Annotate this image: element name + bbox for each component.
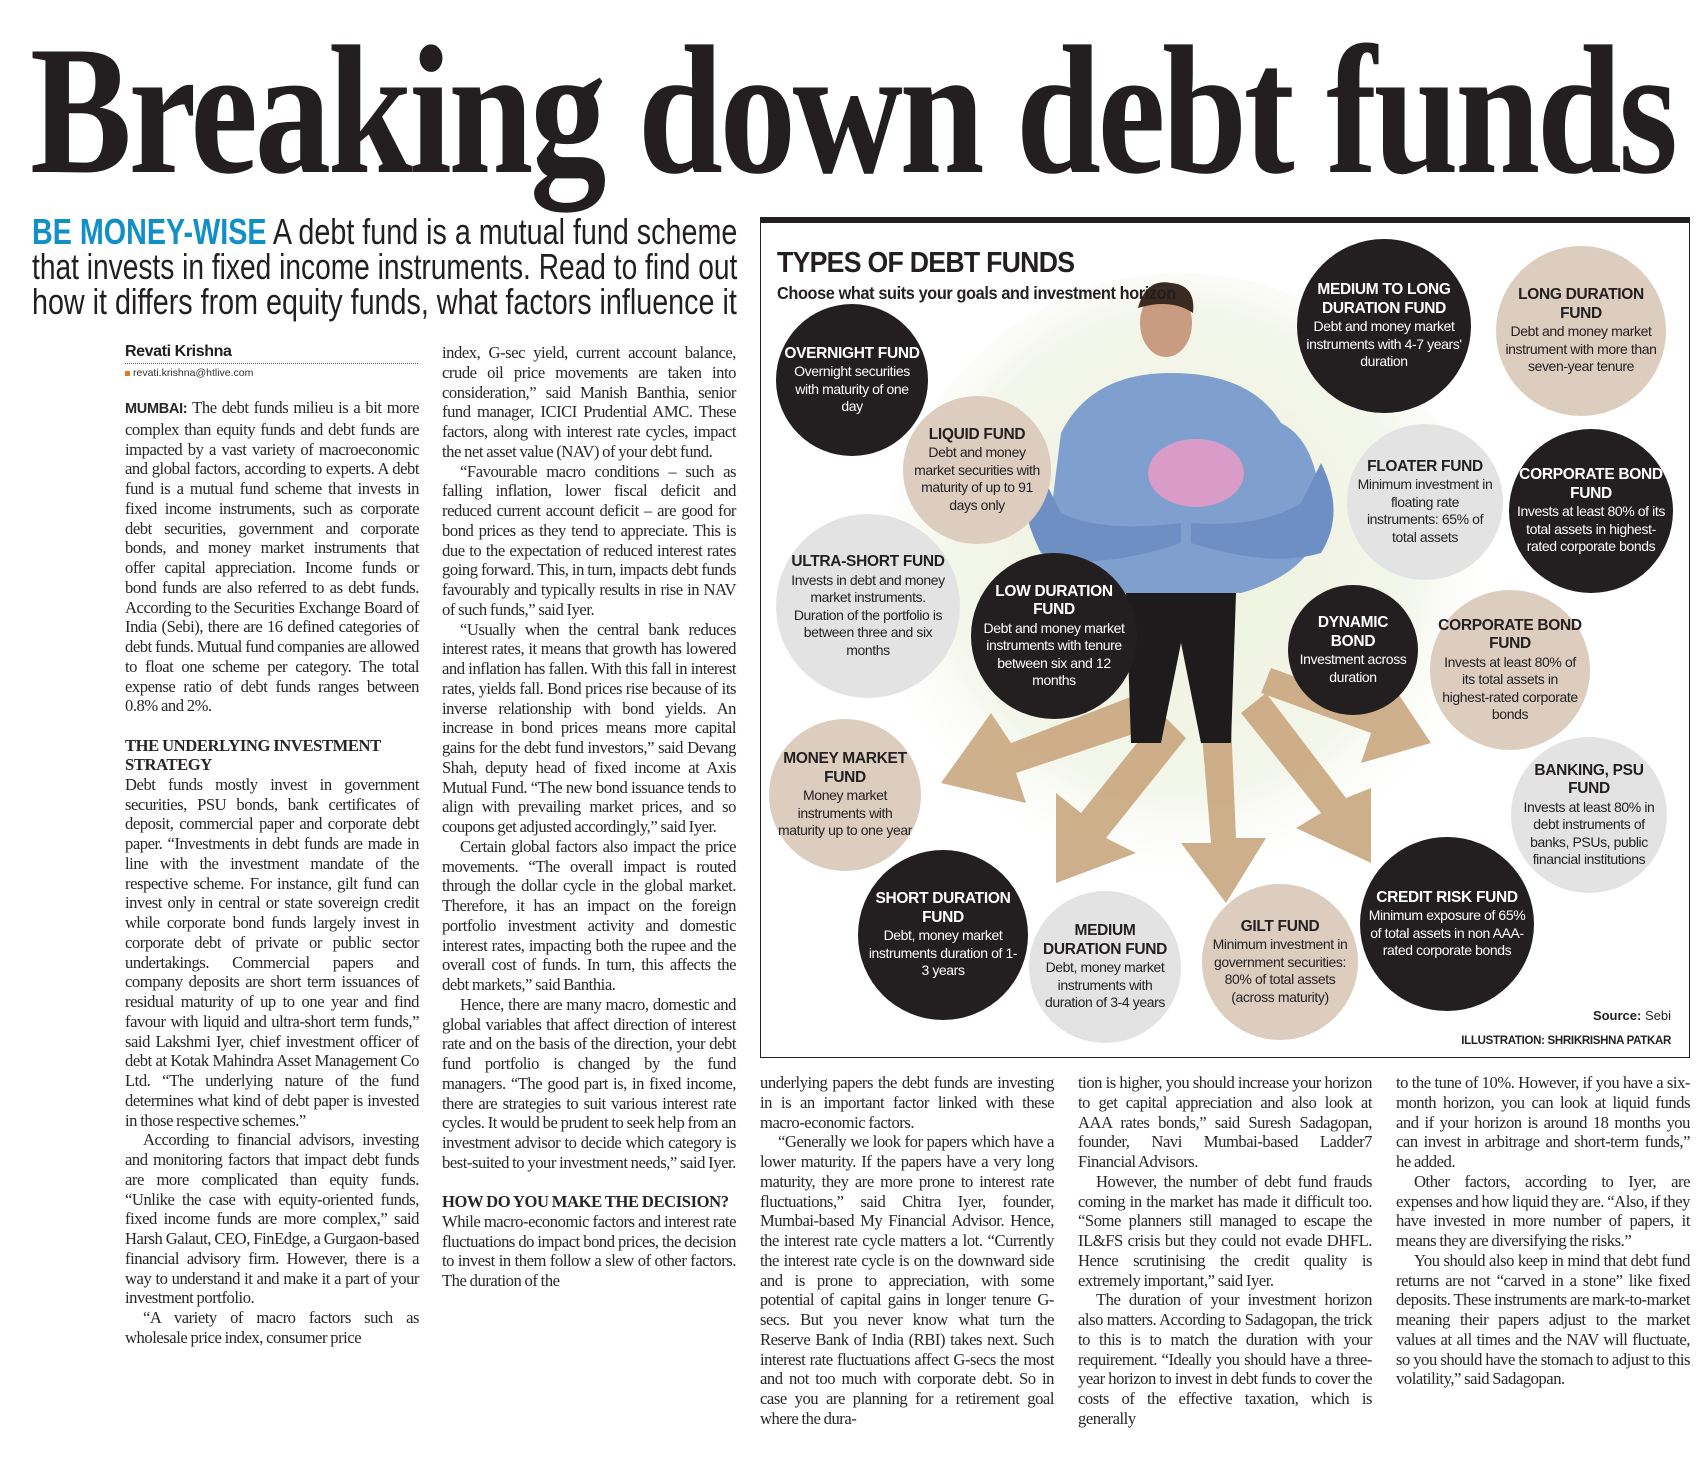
fund-description: Overnight securities with maturity of one day [794, 363, 910, 414]
fund-description: Minimum investment in floating rate instruments: 65% of total assets [1357, 476, 1493, 545]
paragraph: Hence, there are many macro, domestic and global variables that affect direction of interest rate and on the basis of the direction, your debt fund portfolio is changed by the fund managers. “The good part is, in fixed income, there are strategies to suit various interest rate cycles. It would be prudent to seek help from an investment advisor to decide which category is best-suited to your investment needs,” said Iyer. [442, 994, 736, 1172]
paragraph: index, G-sec yield, current account balance, crude oil price movements are taken into consideration,” said Manish Banthia, senior fund manager, ICICI Prudential AMC. These factors, along with interest rate cycles, impact the net asset value (NAV) of your debt fund. [442, 343, 736, 461]
paragraph [125, 398, 419, 716]
paragraph: The duration of your investment horizon also matters. According to Sadagopan, the trick to this is to match the duration with your requirement. “Ideally you should have a three-year horizon to invest in debt funds to cover the costs of the effective taxation, which is generally [1078, 1290, 1372, 1428]
headline-text: Breaking down debt funds [30, 8, 1675, 212]
fund-title: MEDIUM DURATION FUND [1042, 922, 1168, 958]
fund-title: CORPORATE BOND FUND [1438, 616, 1582, 652]
dateline: MUMBAI: [125, 401, 188, 417]
illustration-credit: ILLUSTRATION: SHRIKRISHNA PATKAR [1461, 1035, 1671, 1047]
author-email-text: revati.krishna@htlive.com [133, 367, 254, 379]
fund-circle-short-duration [858, 850, 1028, 1020]
paragraph: “A variety of macro factors such as wholesale price index, consumer price [125, 1308, 419, 1347]
fund-description: Debt, money market instruments with duration of 3-4 years [1044, 959, 1165, 1011]
fund-circle-dynamic-bond [1288, 585, 1418, 715]
paragraph: You should also keep in mind that debt fund returns are not “carved in a stone” like fixed deposits. These instruments are mark-to-market meaning their papers adjust to the market values at all times and the NAV will fluctuate, so you should have the stomach to adjust to this volatility,” said Sadagopan. [1396, 1250, 1690, 1389]
paragraph: While macro-economic factors and interest rate fluctuations do impact bond prices, the decision to invest in them follow a slew of other factors. The duration of the [442, 1211, 736, 1290]
article-column-1 [125, 398, 419, 1348]
fund-title: BANKING, PSU FUND [1534, 761, 1644, 797]
paragraph-text: The debt funds milieu is a bit more complex than equity funds and debt funds are impacted by a vast variety of macroeconomic and global factors, according to experts. A debt fund is a mutual fund scheme that invests in fixed income instruments, such as corporate debt securities, government and corporate bonds, and money market instruments that offer capital appreciation. Income funds or bond funds are also referred to as debt funds. According to the Securities Exchange Board of India (Sebi), there are 16 defined categories of debt funds. Mutual fund companies are allowed to float one scheme per category. The total expense ratio of debt funds ranges between 0.8% and 2%. [125, 398, 419, 716]
fund-description: Debt and money market instruments with 4-7 years' duration [1306, 318, 1462, 370]
fund-description: Minimum exposure of 65% of total assets in non AAA-rated corporate bonds [1368, 907, 1526, 958]
article-column-2 [442, 343, 736, 1291]
fund-circle-medium-duration [1029, 891, 1181, 1043]
fund-title: DYNAMIC BOND [1317, 614, 1389, 650]
paragraph: According to financial advisors, investing and monitoring factors that impact debt funds are more complicated than equity funds. “Unlike the case with equity-oriented funds, fixed income funds are more complex,” said Harsh Galaut, CEO, FinEdge, a Gurgaon-based financial advisory firm. However, there is a way to understand it and make it a part of your investment portfolio. [125, 1130, 419, 1308]
deck-kicker: BE MONEY-WISE [32, 211, 267, 252]
fund-circle-long-duration [1496, 246, 1666, 416]
fund-title: SHORT DURATION FUND [875, 890, 1011, 926]
article-column-5 [1396, 1073, 1690, 1389]
paragraph: Debt funds mostly invest in government securities, PSU bonds, bank certificates of deposit, commercial paper and corporate debt paper. “Investments in debt funds are made in line with the investment mandate of the respective scheme. For instance, gilt fund can invest only in central or state sovereign credit while corporate bond funds largely invest in corporate debt of private or public sector undertakings. Commercial papers and company deposits are short term issuances of residual maturity of up to one year and find favour with liquid and ultra-short term funds,” said Lakshmi Iyer, chief investment officer of debt at Kotak Mahindra Asset Management Co Ltd. “The underlying nature of the fund determines what kind of debt paper is invested in those respective schemes.” [125, 774, 419, 1130]
piggy-bank-icon [1148, 439, 1244, 507]
infographic-subtitle: Choose what suits your goals and investment horizon [777, 283, 1176, 303]
fund-circle-low-duration [971, 553, 1137, 719]
fund-title: LONG DURATION FUND [1518, 286, 1644, 322]
paragraph: “Generally we look for papers which have a lower maturity. If the papers have a very long maturity, they are more prone to interest rate fluctuations,” said Chitra Iyer, founder, Mumbai-based My Financial Advisor. Hence, the interest rate cycle matters a lot. “Currently the interest rate cycle is on the downward side and is prone to appreciation, with some potential of capital gains in longer tenure G-secs. But you never know what turn the Reserve Bank of India (RBI) takes next. Such interest rate fluctuations affect G-secs the most and not too much with corporate debt. So in case you are planning for a retirement goal where the dura- [760, 1132, 1054, 1428]
fund-circle-medium-to-long-duration [1297, 239, 1471, 413]
infographic-types-of-debt-funds [760, 217, 1690, 1058]
infographic-title: TYPES OF DEBT FUNDS [777, 247, 1075, 279]
source-note [1593, 1008, 1671, 1023]
byline [125, 343, 418, 364]
author-name: Revati Krishna [125, 343, 232, 360]
fund-description: Money market instruments with maturity up to one year [778, 787, 912, 839]
fund-circle-ultra-short [776, 514, 960, 698]
fund-circle-floater [1347, 424, 1503, 580]
paragraph: underlying papers the debt funds are investing in is an important factor linked with these macro-economic factors. [760, 1073, 1054, 1132]
fund-circle-banking-psu [1511, 737, 1667, 893]
fund-description: Minimum investment in government securities: 80% of total assets (across maturity) [1212, 936, 1348, 1005]
fund-title: OVERNIGHT FUND [784, 344, 920, 362]
fund-description: Debt and money market instruments with tenure between six and 12 months [983, 619, 1125, 688]
author-email[interactable] [125, 367, 253, 379]
deck-line: how it differs from equity funds, what factors influence it [32, 281, 737, 322]
fund-description: Invests in debt and money market instruments. Duration of the portfolio is between three and six months [791, 571, 945, 658]
deck-line: A debt fund is a mutual fund scheme [272, 211, 738, 252]
fund-description: Investment across duration [1299, 651, 1407, 685]
article-column-4 [1078, 1073, 1372, 1429]
fund-description: Debt and money market instrument with more than seven-year tenure [1505, 323, 1657, 375]
paragraph: However, the number of debt fund frauds coming in the market has made it difficult too. “Some planners still managed to escape the IL&FS crisis but they could not evade DHFL. Hence scrutinising the credit quality is extremely important,” said Iyer. [1078, 1171, 1372, 1290]
fund-title: LOW DURATION FUND [995, 582, 1113, 618]
headline [30, 8, 1675, 212]
fund-title: MEDIUM TO LONG DURATION FUND [1317, 281, 1451, 317]
fund-title: CREDIT RISK FUND [1376, 888, 1518, 906]
paragraph: Certain global factors also impact the price movements. “The overall impact is routed through the dollar cycle in the global market. Therefore, it has an impact on the foreign portfolio investment activity and domestic interest rates, impacting both the rupee and the overall cost of funds. In turn, this affects the debt markets,” said Banthia. [442, 836, 736, 994]
deck-line: that invests in fixed income instruments. Read to find out [32, 246, 738, 287]
fund-circle-overnight [776, 304, 928, 456]
fund-circle-money-market [769, 719, 921, 871]
source-label: Source: [1592, 1008, 1642, 1023]
fund-title: LIQUID FUND [928, 425, 1026, 443]
fund-circle-corporate-bond [1430, 590, 1590, 750]
fund-circle-corporate-bond [1509, 429, 1673, 593]
paragraph: tion is higher, you should increase your horizon to get capital appreciation and also look at AAA rates bonds,” said Suresh Sadagopan, founder, Navi Mumbai-based Ladder7 Financial Advisors. [1078, 1073, 1372, 1171]
fund-title: FLOATER FUND [1367, 457, 1483, 475]
deck [32, 211, 738, 322]
fund-description: Invests at least 80% of its total assets in highest-rated corporate bonds [1517, 503, 1665, 555]
fund-description: Invests at least 80% in debt instruments of banks, PSUs, public financial institutions [1523, 798, 1655, 867]
bullet-square-icon [125, 371, 130, 376]
fund-description: Debt and money market securities with maturity of up to 91 days only [914, 444, 1040, 513]
fund-title: ULTRA-SHORT FUND [791, 553, 945, 570]
fund-title: CORPORATE BOND FUND [1519, 466, 1663, 502]
fund-title: GILT FUND [1240, 917, 1320, 935]
fund-title: MONEY MARKET FUND [783, 750, 907, 786]
subheading: THE UNDERLYING INVESTMENT STRATEGY [125, 735, 381, 775]
paragraph: Other factors, according to Iyer, are expenses and how liquid they are. “Also, if they have invested in more number of papers, it means they are diversifying the risks.” [1396, 1171, 1690, 1250]
subheading: HOW DO YOU MAKE THE DECISION? [442, 1192, 729, 1212]
fund-circle-gilt [1202, 884, 1358, 1040]
paragraph: “Usually when the central bank reduces interest rates, it means that growth has lowered and inflation has fallen. With this fall in interest rates, yields fall. Bond prices rise because of its inverse relationship with bond yields. An increase in bond prices means more capital gains for the debt fund investors,” said Devang Shah, deputy head of fixed income at Axis Mutual Fund. “The new bond issuance tends to align with prevailing market prices, and so coupons get adjusted accordingly,” said Iyer. [442, 619, 736, 836]
fund-circle-credit-risk [1360, 837, 1534, 1011]
paragraph: “Favourable macro conditions – such as falling inflation, lower fiscal deficit and reduced current account deficit – are good for bond prices as they tend to appreciate. This is due to the expectation of reduced interest rates going forward. This, in turn, impacts debt funds favourably and typically results in rise in NAV of such funds,” said Iyer. [442, 461, 736, 619]
paragraph: to the tune of 10%. However, if you have a six-month horizon, you can look at liquid funds and if your horizon is around 18 months you can invest in arbitrage and short-term funds,” he added. [1396, 1073, 1690, 1171]
article-column-3 [760, 1073, 1054, 1429]
fund-description: Invests at least 80% of its total assets in highest-rated corporate bonds [1442, 653, 1578, 722]
source-value: Sebi [1644, 1008, 1671, 1023]
fund-description: Debt, money market instruments duration of 1-3 years [868, 927, 1018, 979]
fund-circle-liquid [903, 396, 1051, 544]
